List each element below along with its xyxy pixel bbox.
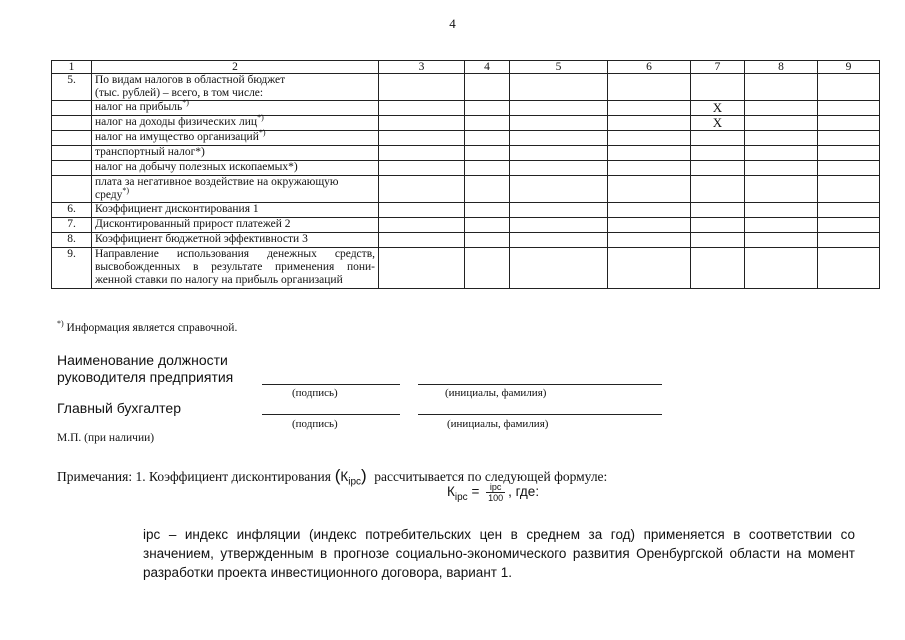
signature-caption: (подпись) [292, 418, 338, 430]
row-label: плата за негативное воздействие на окружающую среду*) [92, 176, 379, 203]
header-cell: 9 [818, 61, 880, 74]
name-line [418, 384, 662, 385]
header-cell: 8 [745, 61, 818, 74]
table-row [52, 116, 880, 131]
name-caption: (инициалы, фамилия) [445, 387, 547, 399]
header-cell: 5 [510, 61, 608, 74]
x-mark: X [691, 116, 745, 131]
budget-efficiency-table [51, 60, 880, 289]
table-row [52, 176, 880, 203]
table-row [52, 146, 880, 161]
table-header-row [52, 61, 880, 74]
row-number: 8. [52, 233, 92, 248]
header-cell: 7 [691, 61, 745, 74]
header-cell: 4 [465, 61, 510, 74]
row-label: Коэффициент бюджетной эффективности 3 [92, 233, 379, 248]
notes-line: Примечания: 1. Коэффициент дисконтирования $(К_{ipc})$ рассчитывается по следующей формуле: [57, 466, 608, 488]
table-row [52, 131, 880, 146]
row-label: налог на имущество организаций*) [92, 131, 379, 146]
row-label: налог на прибыль*) [92, 101, 379, 116]
header-cell: 2 [92, 61, 379, 74]
ipc-definition: ipc – индекс инфляции (индекс потребительских цен в среднем за год) применяется в соответствии со значением, утвержденным в прогнозе социально-экономического развития Оренбургской области на момент разработки проекта инвестиционного договора, вариант 1. [143, 527, 855, 580]
row-label: По видам налогов в областной бюджет (тыс. рублей) – всего, в том числе: [92, 74, 379, 101]
table-row [52, 161, 880, 176]
row-label: Направление использования денежных средств, высвобожденных в результате применения пони- женной ставки по налогу на прибыль организаций [92, 248, 379, 289]
row-number: 6. [52, 203, 92, 218]
row-label: транспортный налог*) [92, 146, 379, 161]
table-row [52, 101, 880, 116]
row-label: налог на доходы физических лиц*) [92, 116, 379, 131]
position-title: Наименование должности руководителя предприятия [57, 352, 234, 385]
seal-note: М.П. (при наличии) [57, 432, 155, 444]
header-cell: 6 [608, 61, 691, 74]
accountant-title: Главный бухгалтер [57, 400, 181, 416]
row-number: 7. [52, 218, 92, 233]
name-line [418, 414, 662, 415]
table-row [52, 218, 880, 233]
header-cell: 1 [52, 61, 92, 74]
row-label: Коэффициент дисконтирования 1 [92, 203, 379, 218]
k-symbol: К [340, 469, 349, 484]
footnote: *) Информация является справочной. [57, 319, 238, 334]
table-row [52, 203, 880, 218]
table-row [52, 233, 880, 248]
page-number: 4 [449, 16, 456, 31]
signature-line [262, 414, 400, 415]
signature-caption: (подпись) [292, 387, 338, 399]
formula-fraction: $\frac{\text{ipc}}{100}$ [488, 482, 504, 503]
table-row [52, 74, 880, 101]
row-label: Дисконтированный прирост платежей 2 [92, 218, 379, 233]
row-number: 5. [52, 74, 92, 101]
row-number: 9. [52, 248, 92, 289]
header-cell: 3 [379, 61, 465, 74]
table-row [52, 248, 880, 289]
row-label: налог на добычу полезных ископаемых*) [92, 161, 379, 176]
discount-formula: $К_{ipc}$ = $\frac{\text{ipc}}{100}$ , где: [447, 482, 540, 503]
signature-line [262, 384, 400, 385]
name-caption: (инициалы, фамилия) [447, 418, 549, 430]
x-mark: X [691, 101, 745, 116]
